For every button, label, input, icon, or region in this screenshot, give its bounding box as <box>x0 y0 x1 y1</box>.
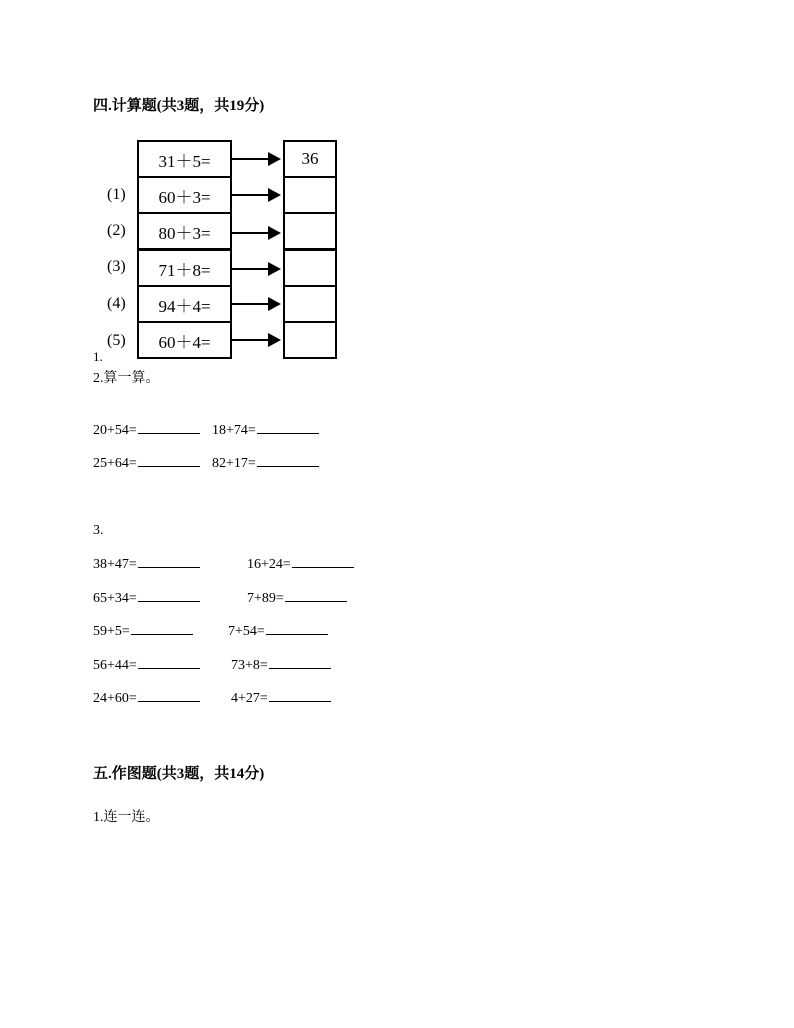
arrow-head-icon <box>268 226 281 240</box>
answer-box[interactable] <box>283 249 337 287</box>
row-label: (1) <box>107 186 126 203</box>
answer-blank[interactable] <box>257 432 319 434</box>
equation: 4+27= <box>231 691 331 707</box>
row-label: (3) <box>107 258 126 275</box>
equation: 7+54= <box>228 624 328 640</box>
question-3-number: 3. <box>93 523 104 538</box>
question-1-number: 1. <box>93 349 103 364</box>
equation: 73+8= <box>231 658 331 674</box>
answer-blank[interactable] <box>131 633 193 635</box>
expression-box: 80＋3= <box>137 212 232 250</box>
equation: 65+34= <box>93 591 200 607</box>
arrow-line <box>232 303 270 305</box>
equation: 16+24= <box>247 557 354 573</box>
arrow-head-icon <box>268 152 281 166</box>
row-label: (2) <box>107 222 126 239</box>
arrow-line <box>232 232 270 234</box>
arrow-head-icon <box>268 188 281 202</box>
equation: 82+17= <box>212 456 319 472</box>
answer-blank[interactable] <box>138 566 200 568</box>
answer-blank[interactable] <box>138 667 200 669</box>
equation: 38+47= <box>93 557 200 573</box>
arrow-line <box>232 339 270 341</box>
answer-box[interactable] <box>283 176 337 214</box>
equation: 56+44= <box>93 658 200 674</box>
answer-blank[interactable] <box>269 700 331 702</box>
answer-blank[interactable] <box>292 566 354 568</box>
section-5-heading: 五.作图题(共3题，共14分) <box>93 766 265 782</box>
answer-blank[interactable] <box>269 667 331 669</box>
answer-blank[interactable] <box>138 432 200 434</box>
equation: 7+89= <box>247 591 347 607</box>
equation: 25+64= <box>93 456 200 472</box>
equation: 20+54= <box>93 423 200 439</box>
equation: 18+74= <box>212 423 319 439</box>
answer-blank[interactable] <box>138 700 200 702</box>
equation: 24+60= <box>93 691 200 707</box>
expression-box: 60＋3= <box>137 176 232 214</box>
section-5-question-1: 1.连一连。 <box>93 810 160 825</box>
answer-blank[interactable] <box>257 465 319 467</box>
equation: 59+5= <box>93 624 193 640</box>
answer-box[interactable] <box>283 285 337 323</box>
answer-blank[interactable] <box>266 633 328 635</box>
answer-blank[interactable] <box>138 600 200 602</box>
arrow-head-icon <box>268 297 281 311</box>
arrow-line <box>232 268 270 270</box>
answer-blank[interactable] <box>285 600 347 602</box>
expression-box: 71＋8= <box>137 249 232 287</box>
answer-box[interactable] <box>283 212 337 250</box>
arrow-line <box>232 158 270 160</box>
answer-blank[interactable] <box>138 465 200 467</box>
question-2-title: 2.算一算。 <box>93 371 160 386</box>
section-4-heading: 四.计算题(共3题，共19分) <box>93 98 265 114</box>
expression-box: 60＋4= <box>137 321 232 359</box>
arrow-line <box>232 194 270 196</box>
answer-box[interactable] <box>283 321 337 359</box>
expression-box: 94＋4= <box>137 285 232 323</box>
row-label: (4) <box>107 295 126 312</box>
row-label: (5) <box>107 332 126 349</box>
arrow-head-icon <box>268 333 281 347</box>
answer-box[interactable]: 36 <box>283 140 337 178</box>
expression-box: 31＋5= <box>137 140 232 178</box>
arrow-head-icon <box>268 262 281 276</box>
